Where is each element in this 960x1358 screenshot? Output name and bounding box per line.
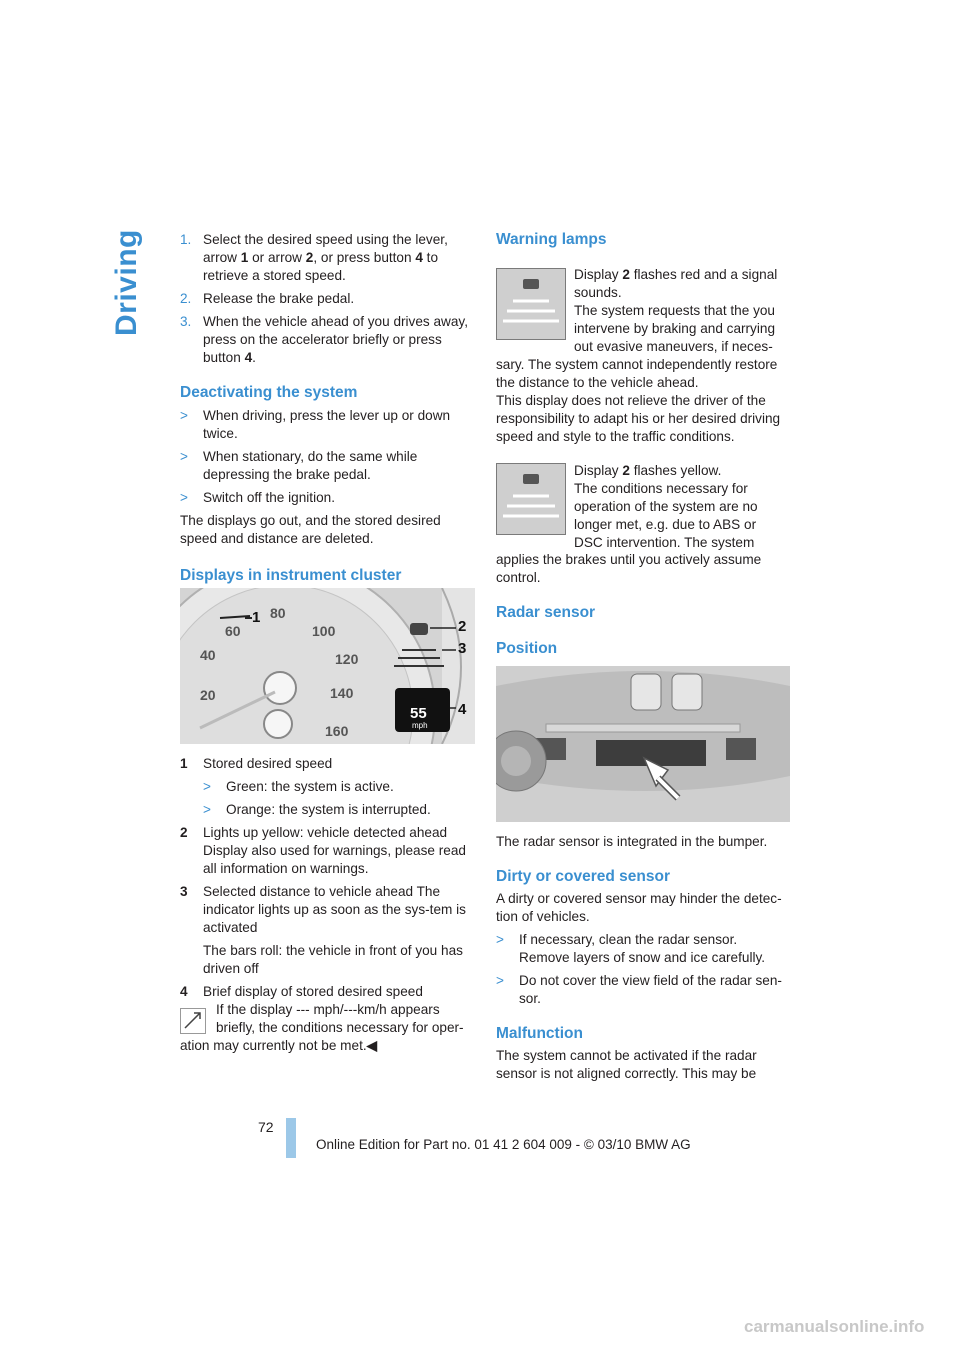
page-number: 72: [258, 1119, 274, 1135]
note-text-bottom: ation may currently not be met.◀: [180, 1038, 378, 1053]
heading-displays: Displays in instrument cluster: [180, 567, 402, 584]
warning-yellow-continuation: applies the brakes until you actively assume control.: [496, 552, 762, 585]
display-legend: [180, 755, 472, 1001]
deactivating-note: The displays go out, and the stored desired speed and distance are deleted.: [180, 513, 441, 546]
svg-text:140: 140: [330, 685, 354, 701]
bullet-item: > Do not cover the view field of the radar sen-sor.: [496, 973, 782, 1006]
svg-text:40: 40: [200, 647, 216, 663]
speed-display-unit: mph: [412, 721, 428, 730]
radar-sensor-position-image: [496, 666, 790, 822]
heading-warning-lamps: Warning lamps: [496, 231, 607, 248]
note-text-top: If the display --- mph/---km/h appears briefly, the conditions necessary for oper-: [216, 1002, 464, 1035]
bullet-item: > When driving, press the lever up or down twice.: [180, 408, 451, 441]
figure-label-2: 2: [458, 618, 467, 635]
footer-edition: Online Edition for Part no. 01 41 2 604 009 - © 03/10 BMW AG: [316, 1137, 691, 1152]
figure-label-4: 4: [458, 701, 467, 718]
step-3: 3. When the vehicle ahead of you drives away, press on the accelerator briefly or press button 4.: [180, 314, 468, 365]
legend-item-3: 3 Selected distance to vehicle ahead The indicator lights up as soon as the sys-tem is activated: [180, 884, 466, 935]
step-1: 1. Select the desired speed using the lever, arrow 1 or arrow 2, or press button 4 to retrieve a stored speed.: [180, 232, 448, 283]
heading-position: Position: [496, 640, 558, 657]
section-title: [110, 229, 154, 342]
legend-sub-item: > Green: the system is active.: [203, 779, 394, 794]
bullet-item: > Switch off the ignition.: [180, 490, 335, 505]
heading-dirty-sensor: Dirty or covered sensor: [496, 868, 671, 885]
heading-deactivating: Deactivating the system: [180, 384, 358, 401]
svg-text:20: 20: [200, 687, 216, 703]
step-2: 2. Release the brake pedal.: [180, 291, 355, 306]
legend-item-2: 2 Lights up yellow: vehicle detected ahead Display also used for warnings, please read all information on warnings.: [180, 825, 466, 876]
svg-text:100: 100: [312, 623, 336, 639]
bullet-item: > When stationary, do the same while depressing the brake pedal.: [180, 449, 418, 482]
note-icon: [180, 1008, 206, 1034]
warning-yellow-text: Display 2 flashes yellow. The conditions necessary for operation of the system are no longer met, e.g. due to ABS or DSC intervention. The system: [574, 463, 758, 550]
dirty-text: A dirty or covered sensor may hinder the detec-tion of vehicles. > If necessary, clean the radar sensor. Remove layers of snow and ice carefully. > Do not cover the view field of the radar sen-sor.: [496, 890, 790, 1008]
legend-item-1: 1 Stored desired speed: [180, 756, 333, 771]
svg-text:160: 160: [325, 723, 349, 739]
legend-item-4: 4 Brief display of stored desired speed: [180, 984, 423, 999]
warning-red-continuation: sary. The system cannot independently restore the distance to the vehicle ahead. This display does not relieve the driver of the responsibility to adapt his or her desired driving speed and style to the traffic conditions.: [496, 357, 781, 444]
legend-item-3-extra: The bars roll: the vehicle in front of you has driven off: [203, 943, 463, 976]
warning-red-text: Display 2 flashes red and a signal sounds. The system requests that the you intervene by braking and carrying out evasive maneuvers, if neces-: [574, 267, 778, 354]
warning-lamp-red-image: [496, 268, 566, 340]
legend-sub-item: > Orange: the system is interrupted.: [203, 802, 431, 817]
svg-text:60: 60: [225, 623, 241, 639]
heading-radar-sensor: Radar sensor: [496, 604, 596, 621]
svg-text:80: 80: [270, 605, 286, 621]
end-mark-icon: ◀: [366, 1038, 378, 1053]
speed-display-value: 55: [410, 705, 427, 722]
instrument-cluster-illustration: [180, 588, 475, 744]
watermark: carmanualsonline.info: [744, 1317, 925, 1336]
bullet-item: > If necessary, clean the radar sensor. Remove layers of snow and ice carefully.: [496, 932, 766, 965]
position-text: The radar sensor is integrated in the bumper.: [496, 834, 768, 849]
instrument-cluster-image: [180, 588, 475, 744]
figure-label-1: 1: [252, 609, 261, 626]
svg-text:120: 120: [335, 651, 359, 667]
section-title-text: Driving: [110, 229, 143, 336]
warning-lamp-yellow-image: [496, 463, 566, 535]
malfunction-text: The system cannot be activated if the radar sensor is not aligned correctly. This may be: [496, 1048, 757, 1081]
left-column: [180, 231, 472, 585]
heading-malfunction: Malfunction: [496, 1025, 583, 1042]
figure-label-3: 3: [458, 640, 467, 657]
footer-accent-bar: [286, 1118, 296, 1158]
